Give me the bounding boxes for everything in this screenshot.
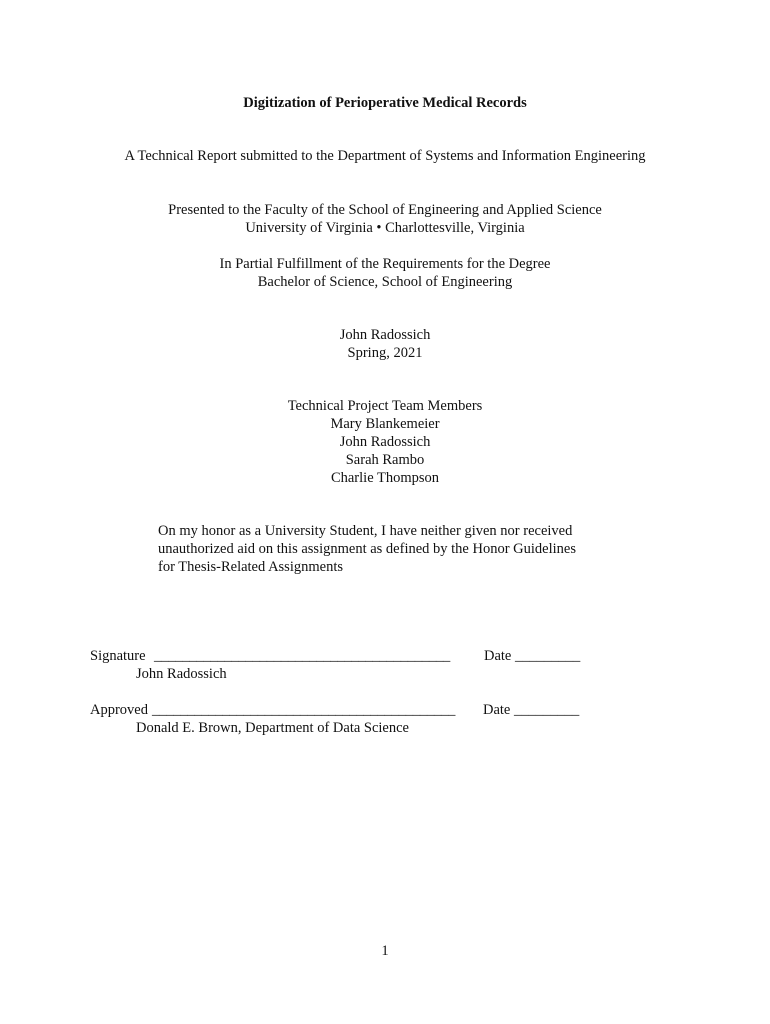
author-name: John Radossich: [339, 327, 431, 343]
signature-date: Date _________: [484, 648, 581, 664]
team-member: Charlie Thompson: [330, 470, 440, 486]
fulfillment-line-1: In Partial Fulfillment of the Requirements for the Degree: [219, 256, 551, 272]
signature-name: John Radossich: [136, 666, 227, 682]
approved-label: Approved: [90, 702, 148, 718]
approved-name: Donald E. Brown, Department of Data Science: [136, 720, 409, 736]
signature-label: Signature: [90, 648, 146, 664]
presented-line-2: University of Virginia • Charlottesville, Virginia: [245, 220, 525, 236]
team-heading: Technical Project Team Members: [287, 398, 483, 414]
team-member: Sarah Rambo: [345, 452, 425, 468]
honor-line-3: for Thesis-Related Assignments: [158, 559, 343, 575]
honor-line-2: unauthorized aid on this assignment as defined by the Honor Guidelines: [158, 541, 576, 557]
page-number: 1: [381, 943, 389, 959]
honor-line-1: On my honor as a University Student, I have neither given nor received: [158, 523, 573, 539]
report-title: Digitization of Perioperative Medical Records: [243, 95, 527, 111]
approved-blank: ___________________________________________: [152, 702, 456, 718]
author-term: Spring, 2021: [347, 345, 423, 361]
team-member: John Radossich: [339, 434, 431, 450]
presented-line-1: Presented to the Faculty of the School of Engineering and Applied Science: [168, 202, 602, 218]
approved-date: Date _________: [483, 702, 580, 718]
fulfillment-line-2: Bachelor of Science, School of Engineering: [257, 274, 513, 290]
signature-blank: __________________________________________: [154, 648, 451, 664]
report-subtitle: A Technical Report submitted to the Department of Systems and Information Engineering: [124, 148, 646, 164]
team-member: Mary Blankemeier: [330, 416, 440, 432]
